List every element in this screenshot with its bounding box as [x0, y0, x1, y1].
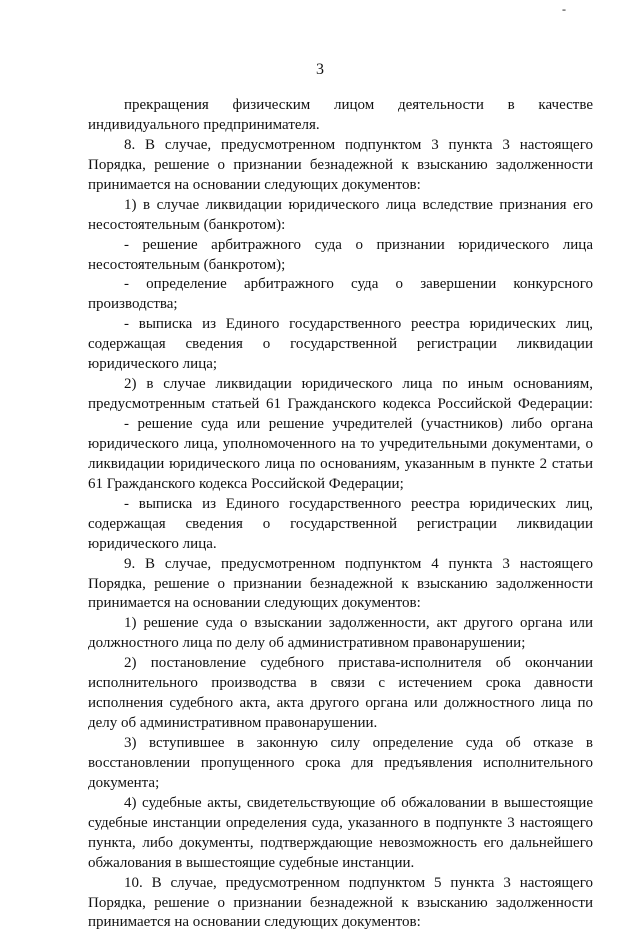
text-line: судебные инстанции определения суда, указанного в подпункте 3 настоящего: [88, 814, 593, 831]
document-body: [88, 96, 593, 933]
text-line: предусмотренным статьей 61 Гражданского кодекса Российской Федерации:: [88, 396, 593, 413]
text-line: юридического лица.: [88, 535, 217, 552]
text-line: - выписка из Единого государственного реестра юридических лиц,: [124, 316, 593, 333]
text-line: содержащая сведения о государственной регистрации ликвидации: [88, 336, 593, 353]
text-line: 9. В случае, предусмотренном подпунктом 4 пункта 3 настоящего: [124, 555, 593, 572]
text-line: 3) вступившее в законную силу определение суда об отказе в: [124, 735, 593, 751]
text-line: 61 Гражданского кодекса Российской Федерации;: [88, 475, 404, 492]
text-line: принимается на основании следующих документов:: [88, 914, 421, 931]
text-line: исполнительного производства в связи с истечением срока давности: [88, 675, 593, 692]
text-line: - определение арбитражного суда о завершении конкурсного: [124, 276, 593, 293]
text-line: Порядка, решение о признании безнадежной к взысканию задолженности: [88, 156, 593, 173]
text-line: принимается на основании следующих документов:: [88, 176, 421, 193]
text-line: 1) решение суда о взыскании задолженности, акт другого органа или: [124, 615, 593, 632]
text-line: несостоятельным (банкротом);: [88, 256, 286, 273]
text-line: содержащая сведения о государственной регистрации ликвидации: [88, 515, 593, 532]
text-line: Порядка, решение о признании безнадежной к взысканию задолженности: [88, 575, 593, 592]
text-line: принимается на основании следующих документов:: [88, 595, 421, 612]
text-line: должностного лица по делу об административном правонарушении;: [88, 635, 526, 652]
text-line: юридического лица;: [88, 356, 218, 373]
text-line: восстановлении пропущенного срока для предъявления исполнительного: [88, 754, 593, 771]
text-line: исполнения судебного акта, акта другого органа или должностного лица по: [88, 695, 593, 712]
text-line: прекращения физическим лицом деятельности в качестве: [124, 97, 593, 113]
text-line: индивидуального предпринимателя.: [88, 116, 320, 133]
text-line: 4) судебные акты, свидетельствующие об обжаловании в вышестоящие: [124, 794, 593, 811]
text-line: 8. В случае, предусмотренном подпунктом 3 пункта 3 настоящего: [124, 136, 593, 153]
text-line: юридического лица, уполномоченного на то учредительными документами, о: [88, 435, 593, 452]
text-line: производства;: [88, 296, 178, 313]
text-line: - решение суда или решение учредителей (участников) либо органа: [124, 416, 593, 432]
text-line: 2) постановление судебного пристава-исполнителя об окончании: [124, 655, 593, 672]
text-line: Порядка, решение о признании безнадежной к взысканию задолженности: [88, 894, 593, 911]
text-line: обжалования в вышестоящие судебные инстанции.: [88, 854, 415, 871]
text-line: - решение арбитражного суда о признании юридического лица: [124, 236, 593, 253]
text-line: пункта, либо документы, подтверждающие невозможность его дальнейшего: [88, 834, 593, 851]
text-line: ликвидации юридического лица по основаниям, указанным в пункте 2 статьи: [88, 455, 593, 472]
text-line: 2) в случае ликвидации юридического лица по иным основаниям,: [124, 376, 593, 393]
text-line: - выписка из Единого государственного реестра юридических лиц,: [124, 495, 593, 512]
corner-mark: -: [562, 2, 566, 16]
text-line: несостоятельным (банкротом):: [88, 216, 286, 233]
text-line: документа;: [88, 774, 160, 791]
text-line: делу об административном правонарушении.: [88, 715, 378, 732]
text-line: 10. В случае, предусмотренном подпунктом 5 пункта 3 настоящего: [124, 874, 593, 891]
page-number: 3: [316, 61, 324, 78]
text-line: 1) в случае ликвидации юридического лица вследствие признания его: [124, 196, 593, 213]
